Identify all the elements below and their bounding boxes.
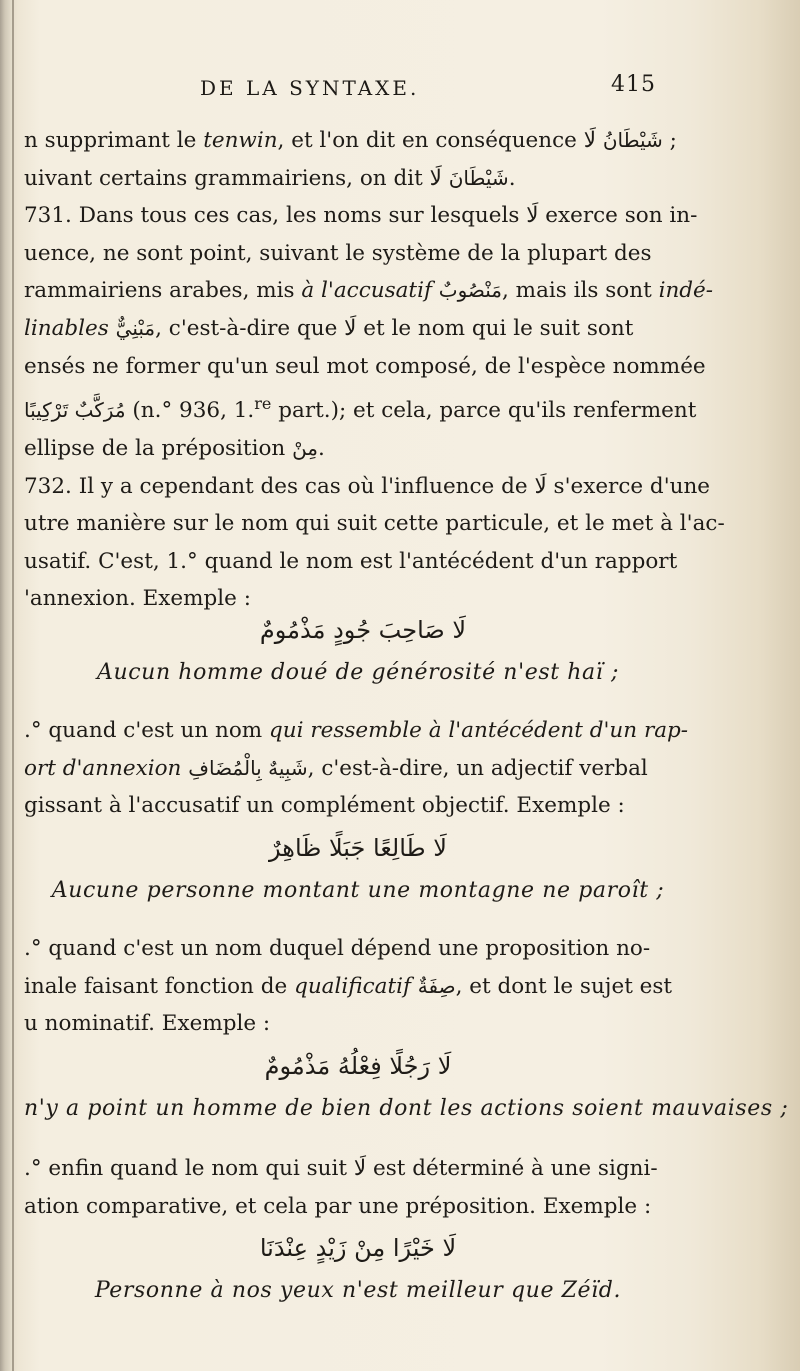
text-run: لَا. — [429, 165, 516, 191]
text-line — [24, 543, 692, 581]
text-run: , c'est-à-dire que لَا et le nom qui le suit sont — [155, 315, 634, 341]
example-1-arabic: لَا صَاحِبَ جُودٍ مَذْمُومٌ — [259, 616, 467, 644]
arabic-term: شَيْطَانُ — [602, 128, 663, 152]
example-2 — [24, 830, 692, 909]
text-run: . — [318, 435, 325, 461]
example-2-arabic: لَا طَالِعًا جَبَلًا ظَاهِرٌ — [269, 834, 447, 862]
paragraph-block-2 — [24, 712, 692, 825]
example-3-arabic: لَا رَجُلًا فِعْلُهُ مَذْمُومٌ — [264, 1052, 452, 1080]
text-run: gissant à l'accusatif un complément objectif. Exemple : — [24, 793, 625, 819]
text-run — [432, 278, 439, 303]
arabic-term: مِنْ — [292, 435, 319, 460]
text-run: utre manière sur le nom qui suit cette particule, et le met à l'ac- — [24, 511, 725, 537]
paragraph-block-1 — [24, 122, 725, 618]
example-3-french: n'y a point un homme de bien dont les actions soient mauvaises ; — [24, 1095, 789, 1121]
text-run: (n.° 936, 1. — [125, 398, 255, 424]
text-run: ellipse de la préposition — [24, 435, 293, 461]
text-line — [24, 348, 706, 386]
text-line — [24, 1005, 692, 1043]
text-run: 'annexion. Exemple : — [24, 586, 251, 612]
italic-term: qui ressemble à l'antécédent d'un rap- — [269, 718, 689, 743]
text-line — [24, 235, 692, 273]
text-run: uivant certains grammairiens, on dit — [24, 165, 430, 191]
text-run: .° enfin quand le nom qui suit لَا est déterminé à une signi- — [24, 1156, 658, 1181]
text-run: , et l'on dit en conséquence — [277, 128, 584, 153]
text-line — [24, 272, 714, 310]
text-run: .° quand c'est un nom duquel dépend une proposition no- — [24, 936, 651, 961]
example-1 — [24, 612, 692, 691]
example-3 — [24, 1048, 789, 1127]
italic-term: linables — [24, 315, 109, 341]
text-line — [24, 160, 692, 198]
arabic-term: صِفَةٌ — [417, 973, 456, 998]
italic-term: ort d'annexion — [24, 755, 182, 781]
text-run: لَا ; — [583, 128, 677, 153]
text-run: uence, ne sont point, suivant le système de la plupart des — [24, 240, 652, 266]
text-run: part.); et cela, parce qu'ils renferment — [271, 398, 697, 424]
text-line — [24, 712, 692, 750]
text-run — [411, 974, 418, 999]
text-line — [24, 468, 711, 506]
arabic-term: مُرَكَّبٌ تَرْكِيبًا — [24, 398, 126, 423]
text-line — [24, 505, 725, 543]
text-line — [24, 310, 692, 348]
text-line — [24, 930, 692, 968]
paragraph-block-4 — [24, 1150, 692, 1225]
running-header — [200, 68, 656, 102]
italic-term: qualificatif — [294, 973, 411, 999]
text-run: inale faisant fonction de — [24, 973, 295, 999]
italic-term: indé- — [658, 278, 714, 304]
text-line — [24, 787, 692, 825]
text-line — [24, 197, 698, 235]
page-number: 415 — [611, 72, 656, 97]
example-4-arabic: لَا خَيْرًا مِنْ زَيْدٍ عِنْدَنَا — [259, 1234, 457, 1262]
text-run: re — [254, 394, 272, 414]
text-run: u nominatif. Exemple : — [24, 1011, 271, 1037]
text-line — [24, 122, 692, 160]
text-run: usatif. C'est, 1.° quand le nom est l'antécédent d'un rapport — [24, 548, 678, 574]
italic-term: tenwin — [203, 128, 278, 153]
text-run: , c'est-à-dire, un adjectif verbal — [307, 755, 648, 781]
italic-term: à l'accusatif — [301, 278, 432, 304]
text-run: ensés ne former qu'un seul mot composé, de l'espèce nommée — [24, 353, 706, 379]
text-run: ation comparative, et cela par une préposition. Exemple : — [24, 1193, 652, 1219]
text-line — [24, 968, 692, 1006]
gutter-line — [12, 0, 14, 1371]
text-line — [24, 750, 692, 788]
example-4 — [24, 1230, 692, 1309]
arabic-term: شَيْطَانَ — [448, 165, 509, 190]
text-run: 732. Il y a cependant des cas où l'influence de لَا s'exerce d'une — [24, 473, 711, 499]
text-run: n supprimant le — [24, 128, 204, 153]
running-title: DE LA SYNTAXE. — [200, 76, 420, 100]
text-run: .° quand c'est un nom — [24, 718, 270, 743]
paragraph-block-3 — [24, 930, 692, 1043]
example-2-french: Aucune personne montant une montagne ne paroît ; — [51, 877, 665, 903]
text-line — [24, 1188, 692, 1226]
text-run: 731. Dans tous ces cas, les noms sur lesquels لَا exerce son in- — [24, 203, 698, 229]
arabic-term: مَنْصُوبٌ — [438, 278, 503, 303]
example-1-french: Aucun homme doué de générosité n'est haï ; — [97, 659, 619, 685]
text-line — [24, 1150, 692, 1188]
text-line — [24, 385, 697, 430]
arabic-term: شَبِيهٌ بِالْمُضَافِ — [188, 755, 308, 780]
book-spine — [0, 0, 18, 1371]
text-run: , et dont le sujet est — [455, 973, 673, 999]
text-run — [109, 316, 116, 341]
text-run: , mais ils sont — [502, 278, 659, 304]
text-line — [24, 430, 692, 468]
text-run: rammairiens arabes, mis — [24, 278, 302, 304]
example-4-french: Personne à nos yeux n'est meilleur que Zéïd. — [94, 1277, 622, 1303]
arabic-term: مَبْنِيٌّ — [115, 315, 156, 340]
